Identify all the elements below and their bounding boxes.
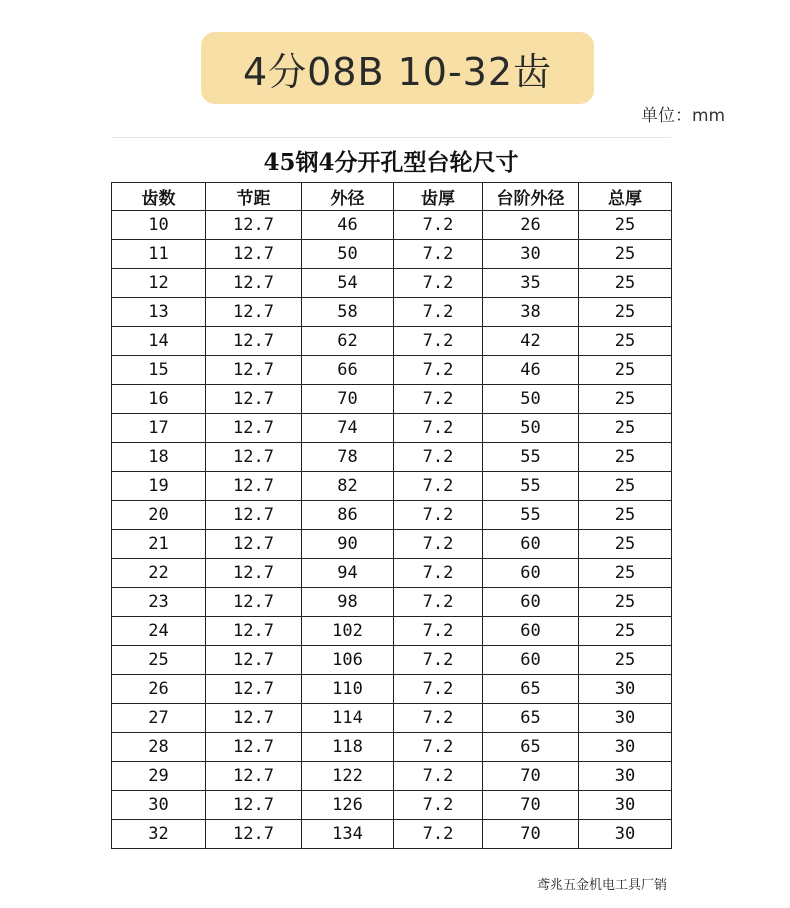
- table-row: [112, 762, 672, 791]
- table-cell: 12.7: [206, 269, 302, 298]
- table-cell: 54: [302, 269, 394, 298]
- table-cell: 7.2: [394, 472, 483, 501]
- table-cell: 86: [302, 501, 394, 530]
- table-cell: 30: [579, 791, 672, 820]
- table-cell: 19: [112, 472, 206, 501]
- table-cell: 106: [302, 646, 394, 675]
- table-cell: 25: [579, 327, 672, 356]
- table-cell: 28: [112, 733, 206, 762]
- footer-text: 鸢兆五金机电工具厂销: [537, 878, 668, 893]
- table-cell: 7.2: [394, 704, 483, 733]
- table-row: [112, 501, 672, 530]
- column-header-pitch: 节距: [206, 183, 302, 211]
- table-cell: 25: [579, 298, 672, 327]
- table-row: [112, 704, 672, 733]
- table-cell: 30: [579, 675, 672, 704]
- table-cell: 25: [112, 646, 206, 675]
- table-cell: 42: [483, 327, 579, 356]
- table-row: [112, 327, 672, 356]
- column-header-tooth-thickness: 齿厚: [394, 183, 483, 211]
- table-header-row: [112, 183, 672, 211]
- table-cell: 30: [483, 240, 579, 269]
- table-cell: 62: [302, 327, 394, 356]
- table-cell: 74: [302, 414, 394, 443]
- table-row: [112, 646, 672, 675]
- table-cell: 25: [579, 443, 672, 472]
- table-cell: 22: [112, 559, 206, 588]
- table-cell: 12.7: [206, 588, 302, 617]
- table-cell: 32: [112, 820, 206, 849]
- table-cell: 7.2: [394, 501, 483, 530]
- table-cell: 70: [483, 820, 579, 849]
- column-header-teeth: 齿数: [112, 183, 206, 211]
- table-cell: 18: [112, 443, 206, 472]
- table-cell: 12.7: [206, 501, 302, 530]
- table-cell: 25: [579, 472, 672, 501]
- table-cell: 110: [302, 675, 394, 704]
- table-cell: 24: [112, 617, 206, 646]
- table-cell: 25: [579, 559, 672, 588]
- column-header-total-thickness: 总厚: [579, 183, 672, 211]
- table-cell: 65: [483, 675, 579, 704]
- table-cell: 30: [579, 762, 672, 791]
- table-row: [112, 298, 672, 327]
- table-row: [112, 269, 672, 298]
- table-cell: 12.7: [206, 327, 302, 356]
- table-row: [112, 530, 672, 559]
- table-cell: 82: [302, 472, 394, 501]
- table-cell: 7.2: [394, 559, 483, 588]
- table-body: [112, 211, 672, 849]
- table-row: [112, 472, 672, 501]
- table-cell: 78: [302, 443, 394, 472]
- table-cell: 12.7: [206, 356, 302, 385]
- table-cell: 7.2: [394, 269, 483, 298]
- table-cell: 60: [483, 530, 579, 559]
- table-cell: 25: [579, 356, 672, 385]
- table-cell: 13: [112, 298, 206, 327]
- table-cell: 12: [112, 269, 206, 298]
- table-cell: 12.7: [206, 646, 302, 675]
- table-cell: 12.7: [206, 559, 302, 588]
- table-cell: 94: [302, 559, 394, 588]
- table-cell: 25: [579, 211, 672, 240]
- unit-label: 单位：mm: [641, 106, 726, 126]
- table-cell: 20: [112, 501, 206, 530]
- table-cell: 7.2: [394, 791, 483, 820]
- table-cell: 7.2: [394, 414, 483, 443]
- spec-table: [111, 182, 672, 849]
- table-cell: 60: [483, 559, 579, 588]
- table-cell: 11: [112, 240, 206, 269]
- table-cell: 25: [579, 385, 672, 414]
- table-cell: 70: [302, 385, 394, 414]
- table-cell: 55: [483, 472, 579, 501]
- table-cell: 70: [483, 791, 579, 820]
- table-cell: 12.7: [206, 240, 302, 269]
- table-row: [112, 791, 672, 820]
- table-cell: 114: [302, 704, 394, 733]
- column-header-outer-diameter: 外径: [302, 183, 394, 211]
- table-cell: 66: [302, 356, 394, 385]
- table-cell: 65: [483, 704, 579, 733]
- table-cell: 50: [302, 240, 394, 269]
- table-cell: 12.7: [206, 530, 302, 559]
- table-cell: 58: [302, 298, 394, 327]
- table-cell: 21: [112, 530, 206, 559]
- table-cell: 25: [579, 588, 672, 617]
- column-header-hub-diameter: 台阶外径: [483, 183, 579, 211]
- table-cell: 12.7: [206, 820, 302, 849]
- table-row: [112, 559, 672, 588]
- table-cell: 25: [579, 269, 672, 298]
- table-cell: 7.2: [394, 733, 483, 762]
- table-cell: 60: [483, 646, 579, 675]
- table-cell: 12.7: [206, 298, 302, 327]
- table-cell: 60: [483, 588, 579, 617]
- table-cell: 102: [302, 617, 394, 646]
- table-cell: 55: [483, 501, 579, 530]
- table-cell: 65: [483, 733, 579, 762]
- table-cell: 12.7: [206, 617, 302, 646]
- table-cell: 27: [112, 704, 206, 733]
- table-cell: 12.7: [206, 414, 302, 443]
- table-cell: 30: [579, 820, 672, 849]
- table-cell: 25: [579, 414, 672, 443]
- table-cell: 29: [112, 762, 206, 791]
- table-cell: 7.2: [394, 240, 483, 269]
- table-row: [112, 211, 672, 240]
- table-cell: 46: [302, 211, 394, 240]
- page-title: 4分08B 10-32齿: [201, 32, 594, 104]
- table-row: [112, 356, 672, 385]
- table-cell: 12.7: [206, 675, 302, 704]
- table-cell: 25: [579, 530, 672, 559]
- table-row: [112, 414, 672, 443]
- table-cell: 30: [579, 704, 672, 733]
- table-cell: 17: [112, 414, 206, 443]
- table-row: [112, 588, 672, 617]
- table-cell: 25: [579, 617, 672, 646]
- table-cell: 25: [579, 240, 672, 269]
- table-cell: 25: [579, 646, 672, 675]
- table-cell: 7.2: [394, 356, 483, 385]
- table-cell: 7.2: [394, 530, 483, 559]
- table-cell: 7.2: [394, 385, 483, 414]
- table-cell: 26: [483, 211, 579, 240]
- table-cell: 50: [483, 385, 579, 414]
- table-row: [112, 675, 672, 704]
- table-row: [112, 443, 672, 472]
- table-cell: 12.7: [206, 443, 302, 472]
- table-row: [112, 820, 672, 849]
- table-cell: 7.2: [394, 327, 483, 356]
- table-cell: 7.2: [394, 211, 483, 240]
- table-cell: 60: [483, 617, 579, 646]
- table-cell: 12.7: [206, 733, 302, 762]
- table-cell: 70: [483, 762, 579, 791]
- table-row: [112, 385, 672, 414]
- table-cell: 126: [302, 791, 394, 820]
- table-cell: 7.2: [394, 617, 483, 646]
- table-cell: 25: [579, 501, 672, 530]
- table-cell: 7.2: [394, 298, 483, 327]
- table-cell: 118: [302, 733, 394, 762]
- table-cell: 122: [302, 762, 394, 791]
- table-cell: 26: [112, 675, 206, 704]
- table-cell: 10: [112, 211, 206, 240]
- table-cell: 7.2: [394, 675, 483, 704]
- table-cell: 12.7: [206, 385, 302, 414]
- table-cell: 12.7: [206, 791, 302, 820]
- table-cell: 7.2: [394, 646, 483, 675]
- table-cell: 16: [112, 385, 206, 414]
- table-cell: 98: [302, 588, 394, 617]
- table-cell: 134: [302, 820, 394, 849]
- table-cell: 7.2: [394, 762, 483, 791]
- table-cell: 55: [483, 443, 579, 472]
- table-cell: 30: [579, 733, 672, 762]
- table-cell: 38: [483, 298, 579, 327]
- table-cell: 7.2: [394, 820, 483, 849]
- table-cell: 50: [483, 414, 579, 443]
- table-cell: 46: [483, 356, 579, 385]
- table-cell: 12.7: [206, 211, 302, 240]
- table-cell: 12.7: [206, 762, 302, 791]
- table-row: [112, 733, 672, 762]
- table-cell: 23: [112, 588, 206, 617]
- table-cell: 15: [112, 356, 206, 385]
- table-cell: 14: [112, 327, 206, 356]
- table-cell: 35: [483, 269, 579, 298]
- table-cell: 7.2: [394, 443, 483, 472]
- table-caption: 45钢4分开孔型台轮尺寸: [263, 148, 519, 176]
- table-cell: 12.7: [206, 704, 302, 733]
- table-cell: 30: [112, 791, 206, 820]
- table-cell: 7.2: [394, 588, 483, 617]
- table-cell: 90: [302, 530, 394, 559]
- spec-table-container: [111, 137, 671, 849]
- table-row: [112, 617, 672, 646]
- table-row: [112, 240, 672, 269]
- table-cell: 12.7: [206, 472, 302, 501]
